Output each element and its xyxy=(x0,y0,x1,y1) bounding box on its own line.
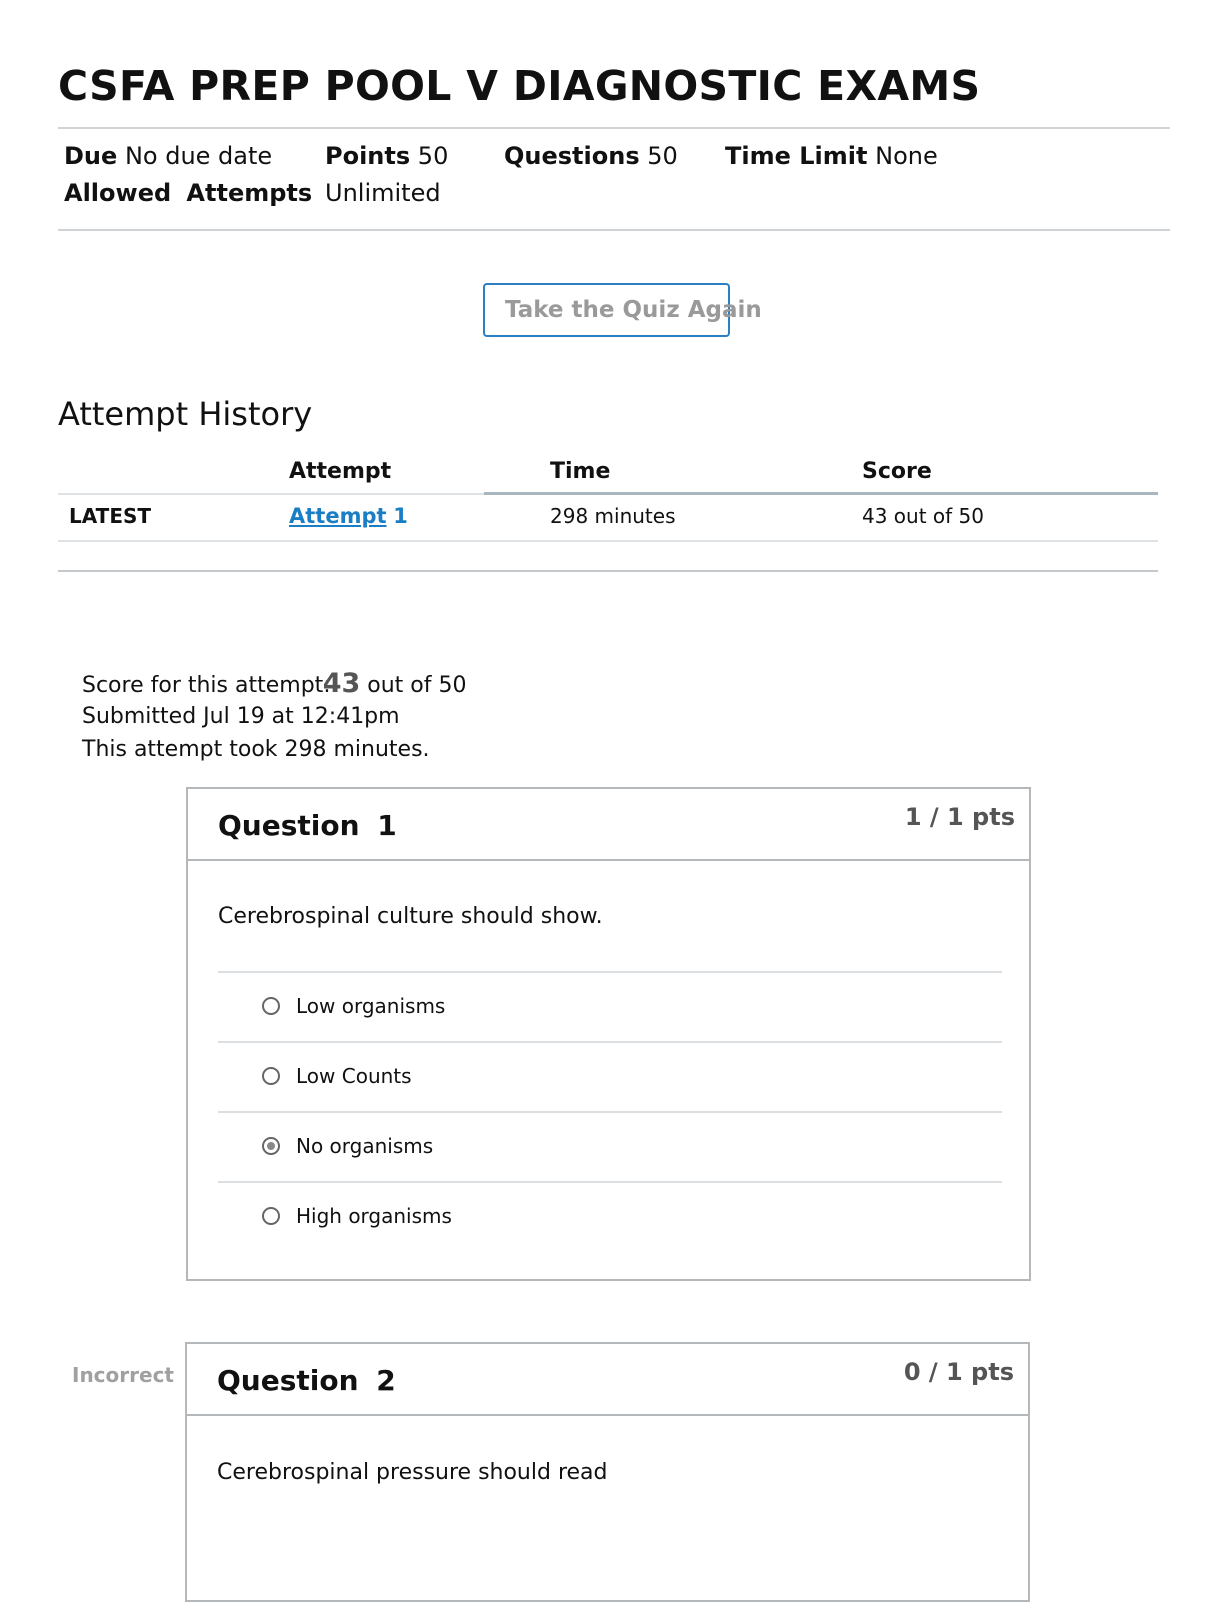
incorrect-badge: Incorrect xyxy=(72,1363,174,1387)
attempts-value: Unlimited xyxy=(325,179,441,207)
score-value: 43 xyxy=(322,668,361,699)
time-limit-info xyxy=(725,142,938,170)
attempt-history-heading: Attempt History xyxy=(58,395,313,433)
questions-info xyxy=(504,142,678,170)
question-number: 1 xyxy=(377,809,397,842)
question-label: Question xyxy=(217,1364,359,1397)
question-card-2 xyxy=(185,1342,1030,1602)
questions-value: 50 xyxy=(647,142,678,170)
page-title: CSFA PREP POOL V DIAGNOSTIC EXAMS xyxy=(58,62,981,110)
time-limit-label: Time Limit xyxy=(725,142,868,170)
radio-button-selected[interactable] xyxy=(262,1137,280,1155)
radio-button[interactable] xyxy=(262,1067,280,1085)
take-quiz-again-button[interactable]: Take the Quiz Again xyxy=(483,283,730,337)
due-value: No due date xyxy=(124,142,273,170)
question-number: 2 xyxy=(376,1364,396,1397)
question-points: 0 / 1 pts xyxy=(903,1358,1014,1386)
table-header-divider-right xyxy=(484,492,1158,495)
answer-label: High organisms xyxy=(296,1204,452,1228)
question-header xyxy=(187,1344,1028,1416)
score-prefix: Score for this attempt: xyxy=(82,673,331,698)
answer-option[interactable] xyxy=(218,971,1002,1043)
question-text: Cerebrospinal pressure should read xyxy=(217,1460,608,1485)
header-divider xyxy=(58,127,1170,129)
time-cell: 298 minutes xyxy=(550,504,676,528)
points-label: Points xyxy=(325,142,411,170)
answer-label: Low organisms xyxy=(296,994,446,1018)
time-limit-value: None xyxy=(875,142,938,170)
due-info xyxy=(64,142,272,170)
column-header-time: Time xyxy=(550,459,611,484)
column-header-score: Score xyxy=(862,459,932,484)
answer-label: No organisms xyxy=(296,1134,434,1158)
question-header xyxy=(188,789,1029,861)
answer-label: Low Counts xyxy=(296,1064,412,1088)
points-info xyxy=(325,142,448,170)
attempt-number: 1 xyxy=(393,504,408,528)
answer-option[interactable] xyxy=(218,1041,1002,1113)
score-cell: 43 out of 50 xyxy=(862,504,985,528)
table-row-divider xyxy=(58,540,1158,542)
radio-button[interactable] xyxy=(262,997,280,1015)
question-label: Question xyxy=(218,809,360,842)
column-header-attempt: Attempt xyxy=(289,459,392,484)
question-card-1 xyxy=(186,787,1031,1281)
attempt-duration: This attempt took 298 minutes. xyxy=(82,737,430,762)
meta-divider xyxy=(58,229,1170,231)
due-label: Due xyxy=(64,142,118,170)
latest-badge: LATEST xyxy=(69,504,152,528)
score-summary xyxy=(82,668,467,699)
question-title xyxy=(218,809,397,842)
table-bottom-divider xyxy=(58,570,1158,572)
radio-button[interactable] xyxy=(262,1207,280,1225)
submitted-time: Submitted Jul 19 at 12:41pm xyxy=(82,704,400,729)
question-title xyxy=(217,1364,396,1397)
questions-label: Questions xyxy=(504,142,640,170)
points-value: 50 xyxy=(417,142,449,170)
question-text: Cerebrospinal culture should show. xyxy=(218,904,603,929)
attempts-label: Attempts xyxy=(186,179,313,207)
allowed-attempts-label xyxy=(64,179,312,207)
attempt-link[interactable]: Attempt xyxy=(289,504,387,528)
score-suffix: out of 50 xyxy=(367,673,467,698)
table-header-divider-left xyxy=(58,493,484,495)
answer-option-selected[interactable] xyxy=(218,1111,1002,1183)
answer-option[interactable] xyxy=(218,1181,1002,1253)
question-points: 1 / 1 pts xyxy=(904,803,1015,831)
allowed-label: Allowed xyxy=(64,179,172,207)
attempt-cell xyxy=(289,504,408,528)
